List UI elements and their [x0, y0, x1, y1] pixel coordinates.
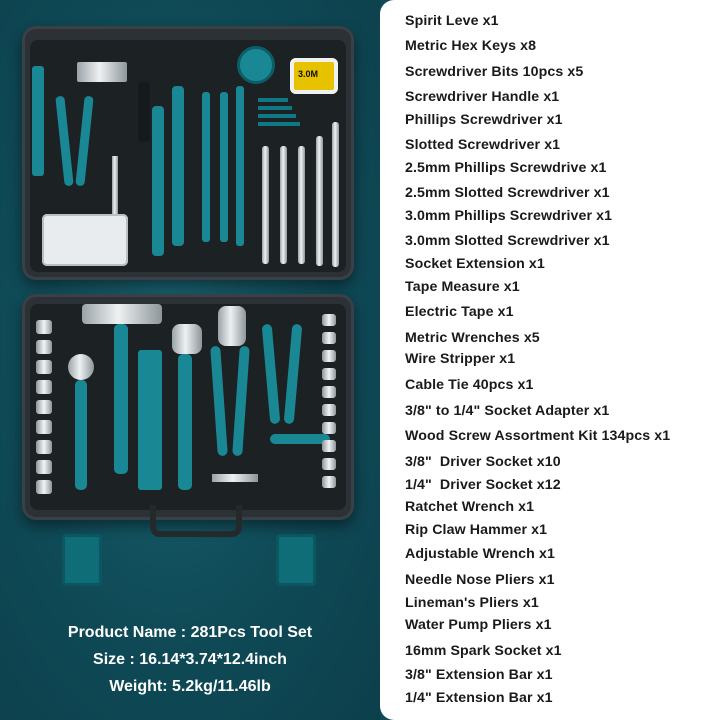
- socket-icon: [36, 420, 52, 434]
- socket-icon: [36, 460, 52, 474]
- list-item: Needle Nose Pliers x1: [405, 572, 555, 588]
- needle-nose-pliers-icon: [270, 434, 330, 444]
- ratchet-wrench-icon: [75, 380, 87, 490]
- socket-icon: [36, 400, 52, 414]
- wrench-icon: [316, 136, 323, 266]
- socket-icon: [36, 380, 52, 394]
- socket-icon: [36, 340, 52, 354]
- screwdriver-bits-icon: [77, 62, 127, 82]
- product-size: Size : 16.14*3.74*12.4inch: [93, 651, 287, 668]
- adjustable-wrench-head-icon: [172, 324, 202, 354]
- list-item: Lineman's Pliers x1: [405, 595, 539, 611]
- socket-icon: [36, 440, 52, 454]
- spirit-level-icon: [32, 66, 44, 176]
- list-item: Ratchet Wrench x1: [405, 499, 535, 515]
- phillips-screwdriver-icon: [152, 106, 164, 256]
- wrench-icon: [298, 146, 305, 264]
- list-item: Water Pump Pliers x1: [405, 617, 552, 633]
- list-item: 2.5mm Slotted Screwdriver x1: [405, 185, 610, 201]
- list-item: 3.0mm Slotted Screwdriver x1: [405, 233, 610, 249]
- product-weight: Weight: 5.2kg/11.46lb: [109, 678, 271, 695]
- wrench-icon: [262, 146, 269, 264]
- list-item: Spirit Leve x1: [405, 13, 499, 29]
- wrench-icon: [280, 146, 287, 264]
- product-name: Product Name : 281Pcs Tool Set: [67, 624, 313, 641]
- contents-list-panel: [380, 0, 720, 720]
- socket-icon: [36, 480, 52, 494]
- list-item: Socket Extension x1: [405, 256, 545, 272]
- list-item: Wire Stripper x1: [405, 351, 516, 367]
- bit-holder-icon: [138, 350, 162, 490]
- socket-icon: [322, 386, 336, 398]
- list-item: 1/4" Extension Bar x1: [405, 690, 553, 706]
- list-item: 16mm Spark Socket x1: [405, 643, 562, 659]
- list-item: 2.5mm Phillips Screwdrive x1: [405, 160, 607, 176]
- case-lid: [22, 26, 354, 280]
- tape-measure-icon: [290, 58, 338, 94]
- socket-icon: [322, 332, 336, 344]
- list-item: Metric Wrenches x5: [405, 330, 540, 346]
- list-item: Electric Tape x1: [405, 304, 514, 320]
- case-bottom-handle: [150, 505, 242, 537]
- socket-icon: [322, 404, 336, 416]
- water-pump-pliers-head-icon: [218, 306, 246, 346]
- socket-icon: [322, 458, 336, 470]
- wrench-icon: [332, 122, 339, 267]
- list-item: Wood Screw Assortment Kit 134pcs x1: [405, 428, 671, 444]
- list-item: Cable Tie 40pcs x1: [405, 377, 534, 393]
- list-item: 3.0mm Phillips Screwdriver x1: [405, 208, 613, 224]
- socket-icon: [322, 314, 336, 326]
- socket-icon: [322, 368, 336, 380]
- hex-key-icon: [258, 114, 296, 118]
- precision-screwdriver-icon: [202, 92, 210, 242]
- list-item: Adjustable Wrench x1: [405, 546, 555, 562]
- list-item: Tape Measure x1: [405, 279, 520, 295]
- list-item: Rip Claw Hammer x1: [405, 522, 548, 538]
- hammer-head-icon: [82, 304, 162, 324]
- hex-key-icon: [258, 122, 300, 126]
- list-item: Screwdriver Handle x1: [405, 89, 560, 105]
- socket-extension-icon: [112, 156, 118, 216]
- list-item: 3/8" to 1/4" Socket Adapter x1: [405, 403, 610, 419]
- precision-screwdriver-icon: [220, 92, 228, 242]
- screw-assortment-box-icon: [42, 214, 128, 266]
- adjustable-wrench-icon: [178, 354, 192, 490]
- hex-key-icon: [258, 106, 292, 110]
- list-item: 3/8" Driver Socket x10: [405, 454, 561, 470]
- list-item: Slotted Screwdriver x1: [405, 137, 561, 153]
- case-latch: [62, 534, 102, 586]
- socket-icon: [36, 360, 52, 374]
- list-item: 1/4" Driver Socket x12: [405, 477, 561, 493]
- electric-tape-icon: [237, 46, 275, 84]
- slotted-screwdriver-icon: [172, 86, 184, 246]
- list-item: 3/8" Extension Bar x1: [405, 667, 553, 683]
- ratchet-head-icon: [68, 354, 94, 380]
- tape-measure-label: 3.0M: [298, 69, 319, 79]
- toolbox-illustration: [0, 0, 380, 600]
- socket-icon: [36, 320, 52, 334]
- case-latch: [276, 534, 316, 586]
- list-item: Phillips Screwdriver x1: [405, 112, 563, 128]
- socket-icon: [322, 422, 336, 434]
- extension-bar-icon: [212, 474, 258, 482]
- list-item: Metric Hex Keys x8: [405, 38, 537, 54]
- list-item: Screwdriver Bits 10pcs x5: [405, 64, 584, 80]
- hex-key-icon: [258, 98, 288, 102]
- screwdriver-handle-icon: [138, 82, 150, 142]
- precision-screwdriver-icon: [236, 86, 244, 246]
- socket-icon: [322, 476, 336, 488]
- socket-icon: [322, 350, 336, 362]
- case-base: [22, 294, 354, 520]
- rip-claw-hammer-icon: [114, 324, 128, 474]
- socket-icon: [322, 440, 336, 452]
